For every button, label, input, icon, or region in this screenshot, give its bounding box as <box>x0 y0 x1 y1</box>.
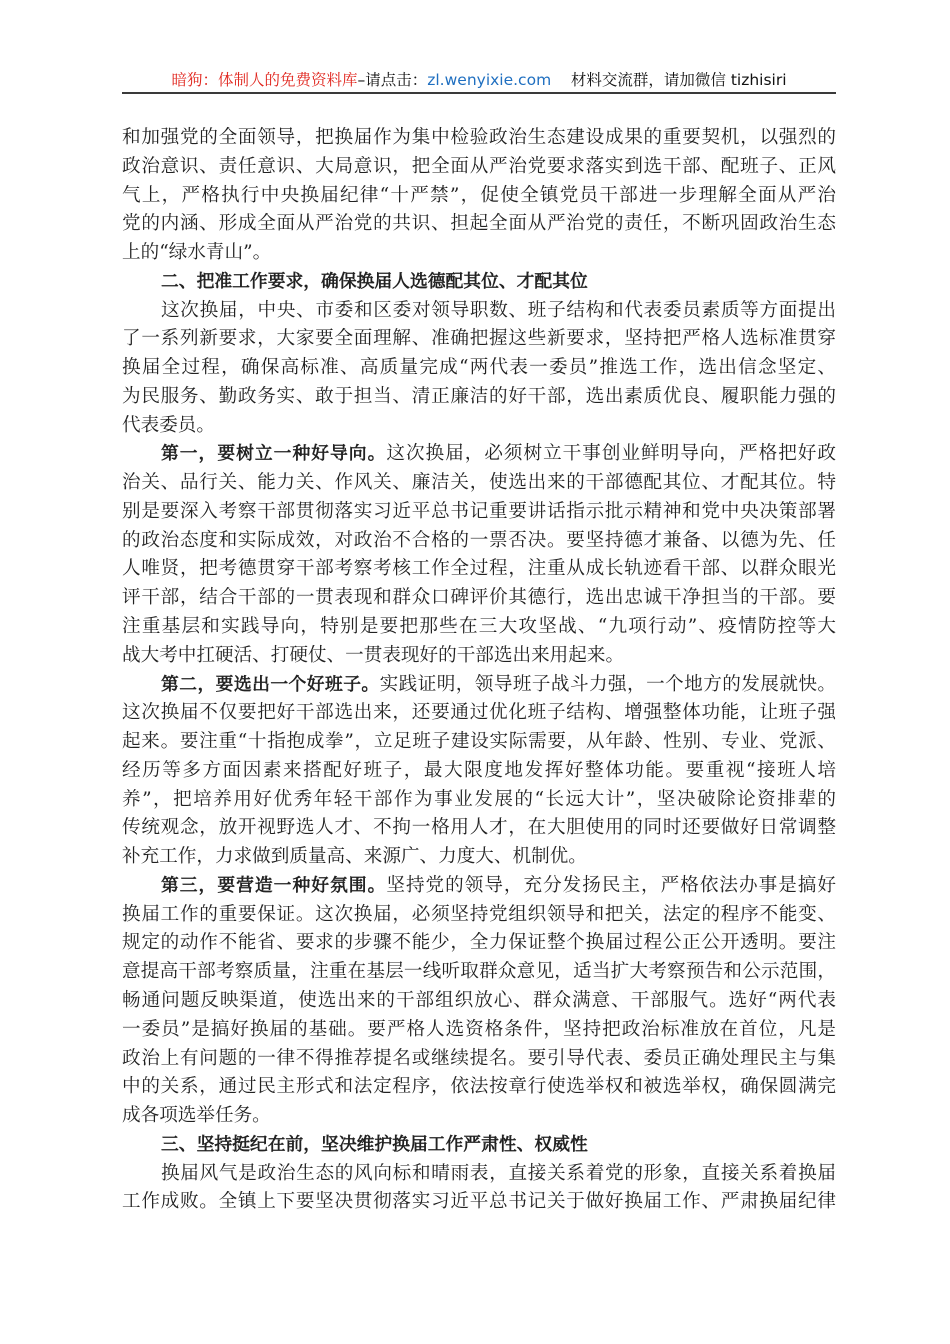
paragraph-lead: 第二，要选出一个好班子。 <box>161 673 380 695</box>
line-text: 了一系列新要求，大家要全面理解、准确把握这些新要求，坚持把严格人选标准贯穿 <box>122 328 836 350</box>
text-line <box>122 1073 836 1102</box>
page-header <box>122 68 836 92</box>
text-line <box>122 297 836 326</box>
site-name: 暗狗：体制人的免费资料库 <box>171 71 358 89</box>
line-text: 的政治态度和实际成效，对政治不合格的一票否决。要坚持德才兼备、以德为先、任 <box>122 529 836 551</box>
line-text: 畅通问题反映渠道，使选出来的干部组织放心、群众满意、干部服气。选好“两代表 <box>122 989 836 1011</box>
text-line <box>122 958 836 987</box>
paragraph <box>122 440 836 670</box>
text-line <box>122 699 836 728</box>
text-line <box>122 987 836 1016</box>
paragraph <box>122 671 836 872</box>
paragraph <box>122 872 836 1131</box>
line-text: 成各项选举任务。 <box>122 1105 271 1127</box>
line-text: 坚持党的领导，充分发扬民主，严格依法办事是搞好 <box>386 874 836 896</box>
text-line <box>122 901 836 930</box>
text-line <box>122 527 836 556</box>
header-divider <box>122 92 836 94</box>
line-text: 换届工作的重要保证。这次换届，必须坚持党组织领导和把关，法定的程序不能变、 <box>122 903 836 925</box>
text-line <box>122 210 836 239</box>
section-heading <box>122 1131 836 1160</box>
text-line <box>122 153 836 182</box>
text-line <box>122 671 836 700</box>
line-text: 二、把准工作要求，确保换届人选德配其位、才配其位 <box>161 270 588 292</box>
text-line <box>122 383 836 412</box>
line-text: 这次换届不仅要把好干部选出来，还要通过优化班子结构、增强整体功能，让班子强 <box>122 702 836 724</box>
text-line <box>122 1160 836 1189</box>
line-text: 为民服务、勤政务实、敢于担当、清正廉洁的好干部，选出素质优良、履职能力强的 <box>122 385 836 407</box>
line-text: 意提高干部考察质量，注重在基层一线听取群众意见，适当扩大考察预告和公示范围， <box>122 961 836 983</box>
text-line <box>122 872 836 901</box>
line-text: 中的关系，通过民主形式和法定程序，依法按章行使选举权和被选举权，确保圆满完 <box>122 1076 836 1098</box>
text-line <box>122 354 836 383</box>
line-text: 经历等多方面因素来搭配好班子，最大限度地发挥好整体功能。要重视“接班人培 <box>122 759 836 781</box>
text-line <box>122 1045 836 1074</box>
line-text: 三、坚持挺纪在前，坚决维护换届工作严肃性、权威性 <box>161 1133 588 1155</box>
text-line <box>122 440 836 469</box>
section-heading <box>122 268 836 297</box>
line-text: 注重基层和实践导向，特别是要把那些在三大攻坚战、“九项行动”、疫情防控等大 <box>122 616 836 638</box>
line-text: 起来。要注重“十指抱成拳”，立足班子建设实际需要，从年龄、性别、专业、党派、 <box>122 731 836 753</box>
line-text: 评干部，结合干部的一贯表现和群众口碑评价其德行，选出忠诚干净担当的干部。要 <box>122 587 836 609</box>
text-line <box>122 843 836 872</box>
document-body <box>122 124 836 1217</box>
text-line <box>122 584 836 613</box>
paragraph <box>122 297 836 441</box>
line-text: 工作成败。全镇上下要坚决贯彻落实习近平总书记关于做好换届工作、严肃换届纪律 <box>122 1191 836 1213</box>
text-line <box>122 239 836 268</box>
line-text: 补充工作，力求做到质量高、来源广、力度大、机制优。 <box>122 846 587 868</box>
text-line <box>122 929 836 958</box>
text-line <box>122 613 836 642</box>
group-contact-text: 材料交流群，请加微信 tizhisiri <box>570 71 787 89</box>
text-line <box>122 268 836 297</box>
line-text: 上的“绿水青山”。 <box>122 242 272 264</box>
paragraph-lead: 第三，要营造一种好氛围。 <box>161 874 387 896</box>
line-text: 这次换届，必须树立干事创业鲜明导向，严格把好政 <box>386 443 836 465</box>
line-text: 这次换届，中央、市委和区委对领导职数、班子结构和代表委员素质等方面提出 <box>161 299 836 321</box>
line-text: 养”，把培养用好优秀年轻干部作为事业发展的“长远大计”，坚决破除论资排辈的 <box>122 788 836 810</box>
site-link[interactable]: zl.wenyixie.com <box>427 71 552 89</box>
text-line <box>122 1131 836 1160</box>
text-line <box>122 555 836 584</box>
text-line <box>122 728 836 757</box>
text-line <box>122 1188 836 1217</box>
text-line <box>122 1102 836 1131</box>
text-line <box>122 786 836 815</box>
text-line <box>122 814 836 843</box>
paragraph-lead: 第一，要树立一种好导向。 <box>161 443 387 465</box>
text-line <box>122 498 836 527</box>
line-text: 换届风气是政治生态的风向标和晴雨表，直接关系着党的形象，直接关系着换届 <box>161 1162 836 1184</box>
line-text: 治关、品行关、能力关、作风关、廉洁关，使选出来的干部德配其位、才配其位。特 <box>122 472 836 494</box>
line-text: 政治意识、责任意识、大局意识，把全面从严治党要求落实到选干部、配班子、正风 <box>122 155 836 177</box>
line-text: 代表委员。 <box>122 414 215 436</box>
line-text: 别是要深入考察干部贯彻落实习近平总书记重要讲话指示批示精神和党中央决策部署 <box>122 500 836 522</box>
line-text: 实践证明，领导班子战斗力强，一个地方的发展就快。 <box>379 673 836 695</box>
line-text: 一委员”是搞好换届的基础。要严格人选资格条件，坚持把政治标准放在首位，凡是 <box>122 1018 836 1040</box>
line-text: 和加强党的全面领导，把换届作为集中检验政治生态建设成果的重要契机，以强烈的 <box>122 127 836 148</box>
line-text: 换届全过程，确保高标准、高质量完成“两代表一委员”推选工作，选出信念坚定、 <box>122 357 836 379</box>
text-line <box>122 757 836 786</box>
paragraph <box>122 1160 836 1218</box>
line-text: 人唯贤，把考德贯穿干部考察考核工作全过程，注重从成长轨迹看干部、以群众眼光 <box>122 558 836 580</box>
text-line <box>122 124 836 153</box>
text-line <box>122 1016 836 1045</box>
text-line <box>122 325 836 354</box>
text-line <box>122 642 836 671</box>
line-text: 党的内涵、形成全面从严治党的共识、担起全面从严治党的责任，不断巩固政治生态 <box>122 213 836 235</box>
line-text: 气上，严格执行中央换届纪律“十严禁”，促使全镇党员干部进一步理解全面从严治 <box>122 184 836 206</box>
text-line <box>122 412 836 441</box>
click-prompt: –请点击： <box>357 71 428 89</box>
text-line <box>122 469 836 498</box>
text-line <box>122 182 836 211</box>
line-text: 传统观念，放开视野选人才、不拘一格用人才，在大胆使用的同时还要做好日常调整 <box>122 817 836 839</box>
line-text: 战大考中扛硬活、打硬仗、一贯表现好的干部选出来用起来。 <box>122 644 625 666</box>
paragraph <box>122 124 836 268</box>
line-text: 规定的动作不能省、要求的步骤不能少，全力保证整个换届过程公正公开透明。要注 <box>122 932 836 954</box>
line-text: 政治上有问题的一律不得推荐提名或继续提名。要引导代表、委员正确处理民主与集 <box>122 1047 836 1069</box>
